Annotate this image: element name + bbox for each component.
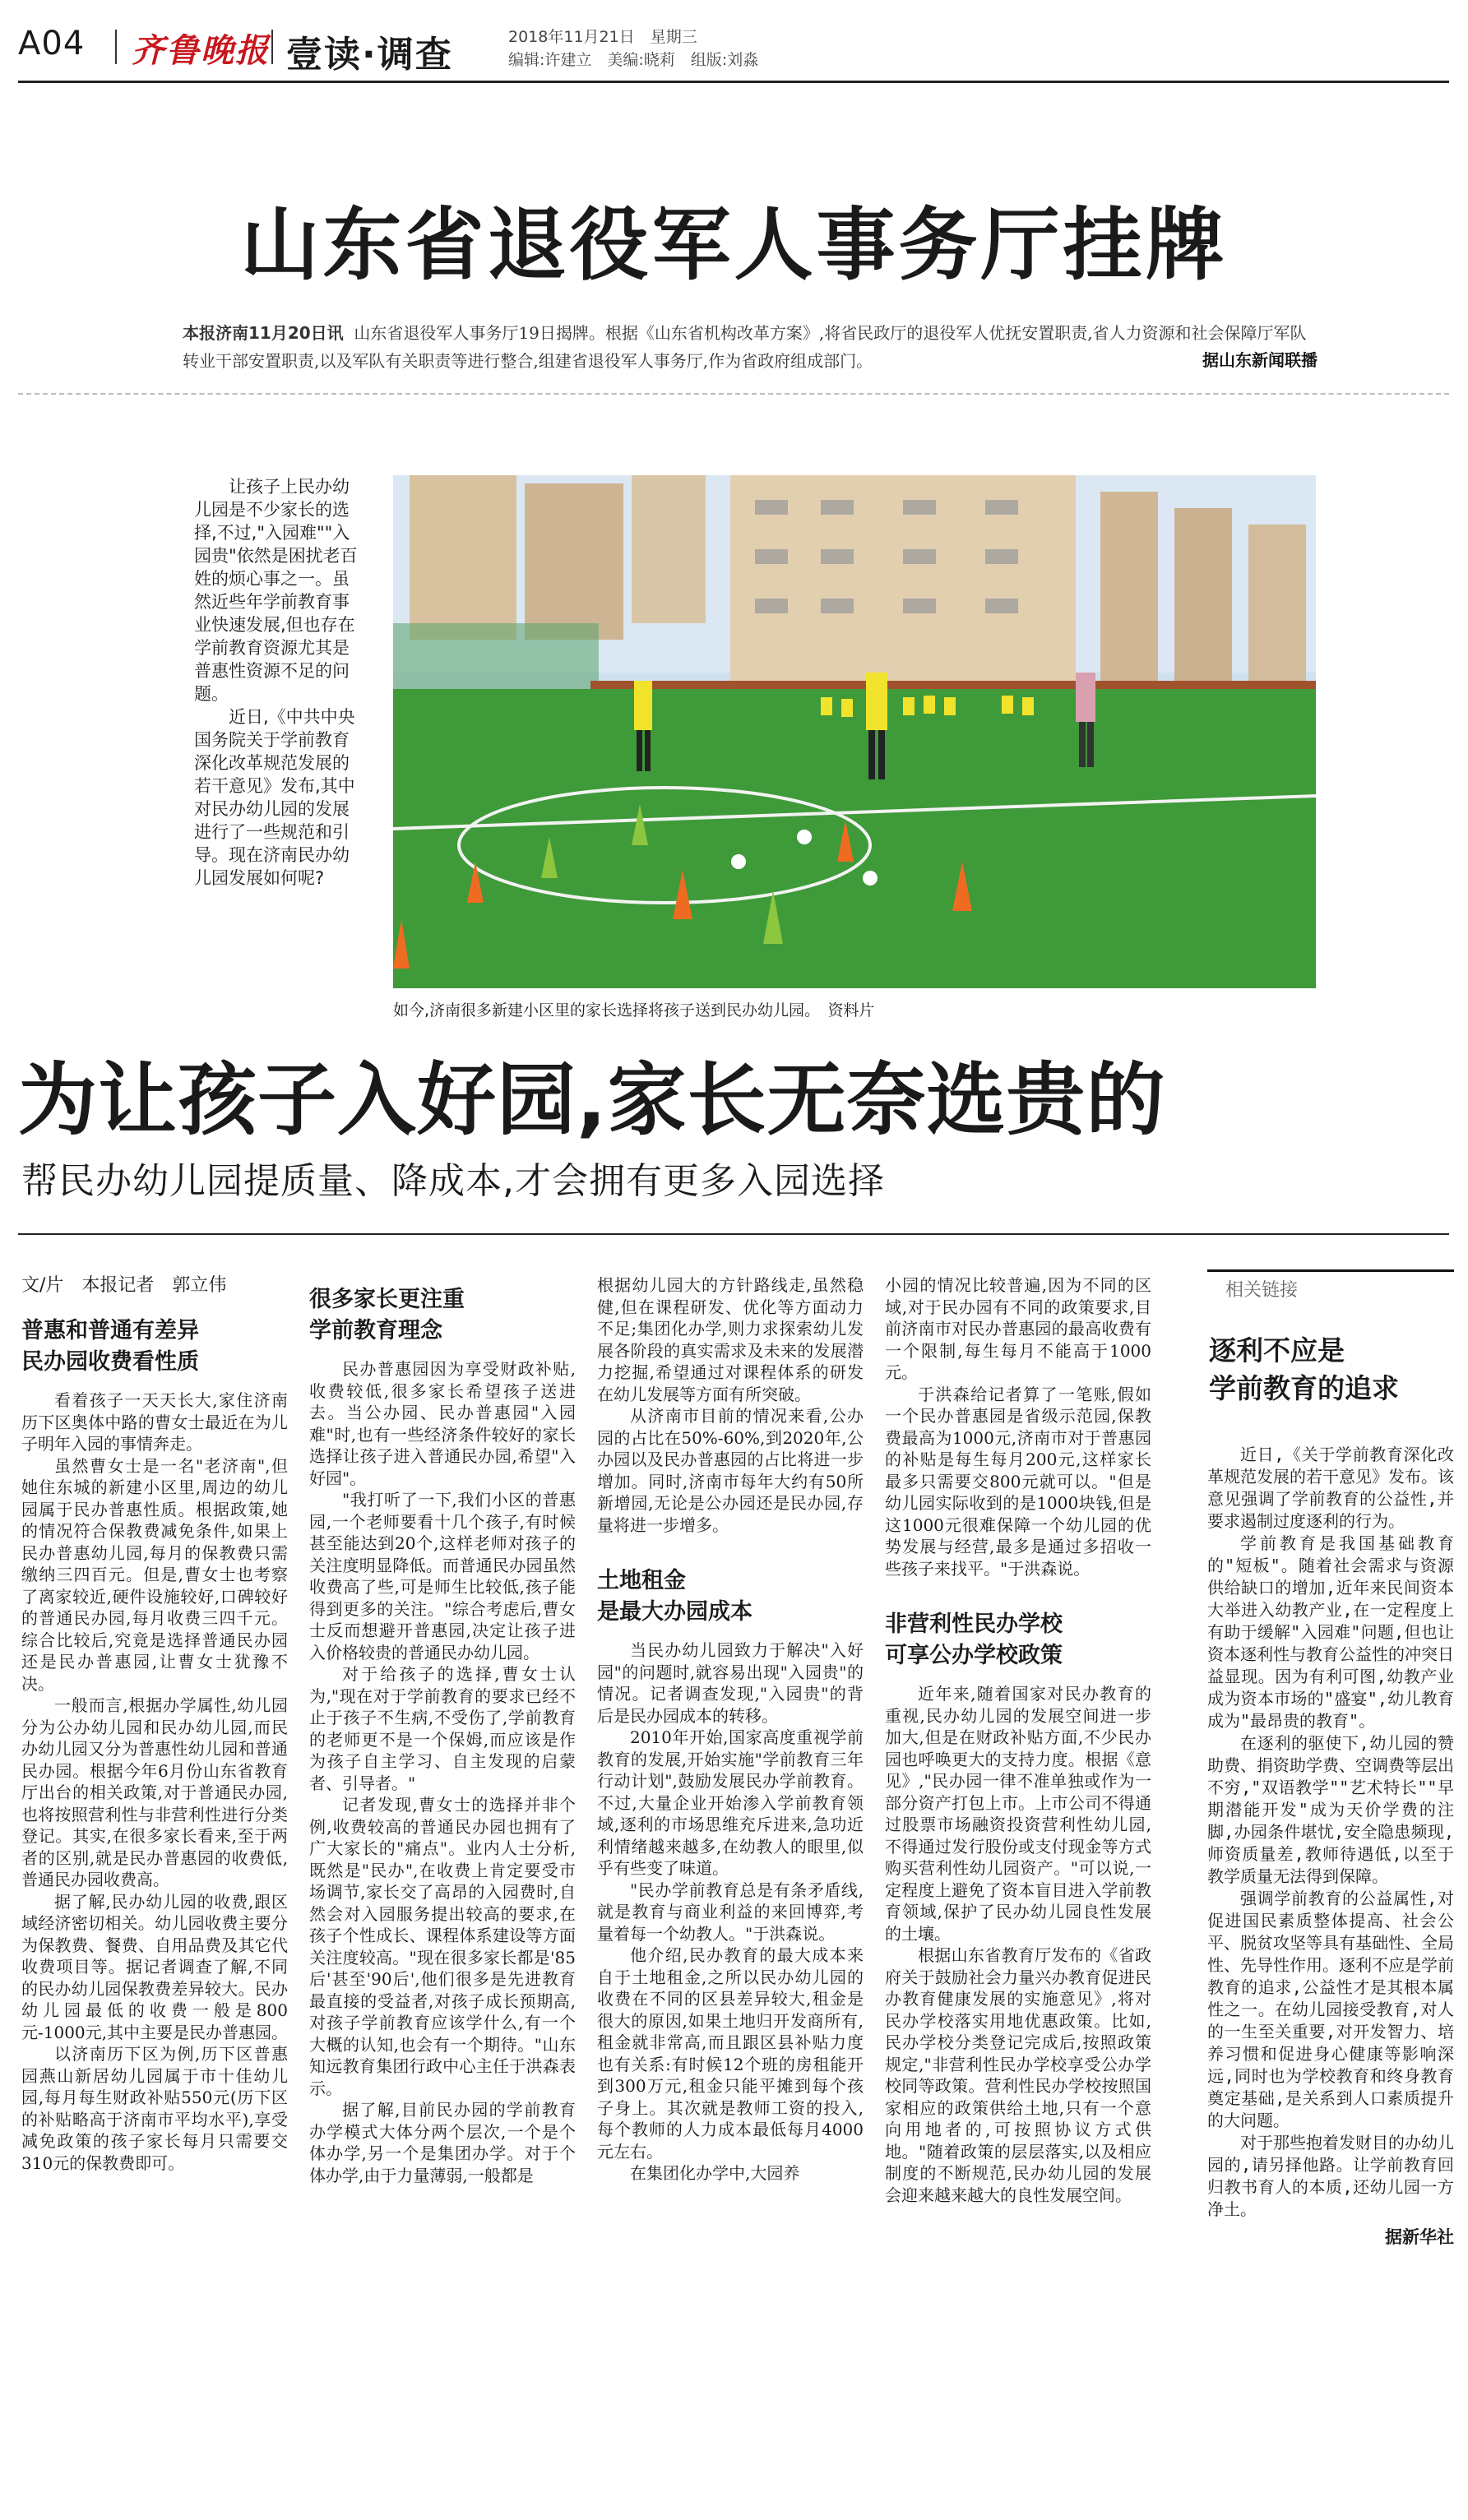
sidebar-body	[1207, 1444, 1454, 2249]
paragraph: 2010年开始,国家高度重视学前教育的发展,开始实施"学前教育三年行动计划",鼓励发展民办学前教育。不过,大量企业开始渗入学前教育领域,逐利的市场思维充斥进来,急功近利情绪越来越多,在幼教人的眼里,似乎有些变了味道。	[597, 1727, 864, 1878]
sidebar-title: 逐利不应是 学前教育的追求	[1209, 1334, 1399, 1404]
paragraph: 当民办幼儿园致力于解决"入好园"的问题时,就容易出现"入园贵"的情况。记者调查发现,"入园贵"的背后是民办园成本的转移。	[597, 1640, 864, 1726]
paragraph: 在集团化办学中,大园养	[630, 2163, 800, 2183]
subheading: 非营利性民办学校 可享公办学校政策	[885, 1611, 1063, 1668]
paragraph: 据了解,目前民办园的学前教育办学模式大体分两个层次,一个是个体办学,另一个是集团办学。对于个体办学,由于力量薄弱,一般都是	[309, 2100, 576, 2185]
column-1	[21, 1315, 288, 2174]
paragraph: 根据幼儿园大的方针路线走,虽然稳健,但在课程研发、优化等方面动力不足;集团化办学,则力求探索幼儿发展各阶段的真实需求及未来的发展潜力挖掘,希望通过对课程体系的研发在幼儿发展等方面有所突破。	[597, 1275, 864, 1404]
page-number: A04	[18, 25, 86, 62]
subheading: 土地租金 是最大办园成本	[597, 1568, 753, 1625]
top-story-lead	[183, 319, 1317, 375]
column-4	[885, 1274, 1151, 2206]
sidebar-source: 据新华社	[1385, 2227, 1454, 2247]
paragraph: 小园的情况比较普遍,因为不同的区域,对于民办园有不同的政策要求,目前济南市对民办普惠园的最高收费有一个限制,每生每月不能高于1000元。	[885, 1275, 1151, 1382]
playground-illustration	[393, 475, 1316, 988]
main-subheadline: 帮民办幼儿园提质量、降成本,才会拥有更多入园选择	[21, 1160, 885, 1202]
column-3	[597, 1274, 864, 2185]
byline: 文/片 本报记者 郭立伟	[21, 1275, 227, 1296]
newspaper-logo: 齐鲁晚报	[132, 31, 270, 70]
paragraph: 虽然曹女士是一名"老济南",但她住东城的新建小区里,周边的幼儿园属于民办普惠性质。根据政策,她的情况符合保教费减免条件,如果上民办普惠幼儿园,每月的保教费只需缴纳三四百元。但是,曹女士也考察了离家较近,硬件设施较好,口碑较好的普通民办园,每月收费三四千元。综合比较后,究竟是选择普通民办园还是民办普惠园,让曹女士犹豫不决。	[21, 1455, 288, 1694]
photo-caption: 如今,济南很多新建小区里的家长选择将孩子送到民办幼儿园。 资料片	[393, 1001, 875, 1020]
headline-rule	[18, 1233, 1449, 1235]
section-title: 壹读·调查	[286, 34, 453, 76]
dateline: 本报济南11月20日讯	[183, 323, 344, 343]
paragraph: 民办普惠园因为享受财政补贴,收费较低,很多家长希望孩子送进去。当公办园、民办普惠园"入园难"时,也有一些经济条件较好的家长选择让孩子进入普通民办园,希望"入好园"。	[309, 1359, 576, 1488]
paragraph: 强调学前教育的公益属性,对促进国民素质整体提高、社会公平、脱贫攻坚等具有基础性、全局性、先导性作用。逐利不应是学前教育的追求,公益性才是其根本属性之一。在幼儿园接受教育,对人的一生至关重要,对开发智力、培养习惯和促进身心健康等影响深远,同时也为学校教育和终身教育奠定基础,是关系到人口素质提升的大问题。	[1207, 1889, 1454, 2130]
story-intro	[194, 475, 359, 890]
main-headline: 为让孩子入好园,家长无奈选贵的	[18, 1054, 1166, 1146]
paragraph: 在逐利的驱使下,幼儿园的赞助费、捐资助学费、空调费等层出不穷,"双语教学""艺术特长""早期潜能开发"成为天价学费的注脚,办园条件堪忧,安全隐患频现,师资质量差,教师待遇低,以至于教学质量无法得到保障。	[1207, 1733, 1454, 1886]
subheading: 很多家长更注重 学前教育理念	[309, 1287, 465, 1343]
kindergarten-photo	[393, 475, 1316, 988]
column-2	[309, 1284, 576, 2186]
paragraph: 他介绍,民办教育的最大成本来自于土地租金,之所以民办幼儿园的收费在不同的区县差异较大,租金是很大的原因,如果土地归开发商所有,租金就非常高,而且跟区县补贴力度也有关系:有时候12个班的房租能开到300万元,租金只能平摊到每个孩子身上。其次就是教师工资的投入,每个教师的人力成本最低每月4000元左右。	[597, 1945, 864, 2162]
sidebar-tag: 相关链接	[1225, 1280, 1299, 1301]
paragraph: 根据山东省教育厅发布的《省政府关于鼓励社会力量兴办教育促进民办教育健康发展的实施意见》,将对民办学校落实用地优惠政策。比如,民办学校分类登记完成后,按照政策规定,"非营利性民办学校享受公办学校同等政策。营利性民办学校按照国家相应的政策供给土地,只有一个意向用地者的,可按照协议方式供地。"随着政策的层层落实,以及相应制度的不断规范,民办幼儿园的发展会迎来越来越大的良性发展空间。	[885, 1945, 1151, 2205]
paragraph: 据了解,民办幼儿园的收费,跟区域经济密切相关。幼儿园收费主要分为保教费、餐费、自用品费及其它代收费项目等。据记者调查了解,不同的民办幼儿园保教费差异较大。民办幼儿园最低的收费一般是800元-1000元,其中主要是民办普惠园。	[21, 1891, 289, 2042]
paragraph: 从济南市目前的情况来看,公办园的占比在50%-60%,到2020年,公办园以及民办普惠园的占比将进一步增加。同时,济南市每年大约有50所新增园,无论是公办园还是民办园,存量将进一步增多。	[597, 1406, 864, 1535]
paragraph: 以济南历下区为例,历下区普惠园燕山新居幼儿园属于市十佳幼儿园,每月每生财政补贴550元(历下区的补贴略高于济南市平均水平),享受减免政策的孩子家长每月只需要交310元的保教费即可。	[21, 2044, 288, 2173]
paragraph: 学前教育是我国基础教育的"短板"。随着社会需求与资源供给缺口的增加,近年来民间资本大举进入幼教产业,在一定程度上有助于缓解"入园难"问题,但也让资本逐利性与教育公益性的冲突日益显现。因为有利可图,幼教产业成为资本市场的"盛宴",幼儿教育成为"最昂贵的教育"。	[1207, 1533, 1454, 1731]
top-story-body: 山东省退役军人事务厅19日揭牌。根据《山东省机构改革方案》,将省民政厅的退役军人优抚安置职责,省人力资源和社会保障厅军队转业干部安置职责,以及军队有关职责等进行整合,组建省退役军人事务厅,作为省政府组成部门。	[183, 323, 1307, 371]
subheading: 普惠和普通有差异 民办园收费看性质	[21, 1318, 199, 1375]
intro-paragraph: 让孩子上民办幼儿园是不少家长的选择,不过,"入园难""入园贵"依然是困扰老百姓的烦心事之一。虽然近些年学前教育事业快速发展,但也存在学前教育资源尤其是普惠性资源不足的问题。	[194, 477, 358, 704]
intro-paragraph: 近日,《中共中央国务院关于学前教育深化改革规范发展的若干意见》发布,其中对民办幼儿园的发展进行了一些规范和引导。现在济南民办幼儿园发展如何呢?	[194, 707, 355, 888]
section-separator	[18, 393, 1449, 395]
paragraph: 对于那些抱着发财目的办幼儿园的,请另择他路。让学前教育回归教书育人的本质,还幼儿园一方净土。	[1207, 2133, 1454, 2219]
issue-date: 2018年11月21日 星期三	[508, 28, 697, 46]
paragraph: 看着孩子一天天长大,家住济南历下区奥体中路的曹女士最近在为儿子明年入园的事情奔走。	[21, 1390, 288, 1454]
top-story-source: 据山东新闻联播	[1202, 350, 1317, 370]
paragraph: 记者发现,曹女士的选择并非个例,收费较高的普通民办园也拥有了广大家长的"痛点"。业内人士分析,既然是"民办",在收费上肯定要受市场调节,家长交了高昂的入园费时,自然会对入园服务提出较高的要求,在孩子个性成长、课程体系建设等方面关注度较高。"现在很多家长都是'85后'甚至'90后',他们很多是先进教育最直接的受益者,对孩子成长预期高,对孩子学前教育应该学什么,有一个大概的认知,也会有一个期待。"山东知远教育集团行政中心主任于洪森表示。	[309, 1795, 576, 2098]
divider	[115, 30, 117, 64]
paragraph: 一般而言,根据办学属性,幼儿园分为公办幼儿园和民办幼儿园,而民办幼儿园又分为普惠性幼儿园和普通民办园。根据今年6月份山东省教育厅出台的相关政策,对于普通民办园,也将按照营利性与非营利性进行分类登记。其实,在很多家长看来,至于两者的区别,就是民办普惠园的收费低,普通民办园收费高。	[21, 1695, 288, 1889]
paragraph: "民办学前教育总是有条矛盾线,就是教育与商业利益的来回博弈,考量着每一个幼教人。"于洪森说。	[597, 1880, 864, 1944]
divider	[271, 30, 273, 64]
masthead-rule	[18, 81, 1449, 83]
paragraph: 对于给孩子的选择,曹女士认为,"现在对于学前教育的要求已经不止于孩子不生病,不受伤了,学前教育的老师更不是一个保姆,而应该是作为孩子自主学习、自主发现的启蒙者、引导者。"	[309, 1664, 576, 1793]
paragraph: 于洪森给记者算了一笔账,假如一个民办普惠园是省级示范园,保教费最高为1000元,济南市对于普惠园的补贴是每生每月200元,这样家长最多只需要交800元就可以。"但是幼儿园实际收到的是1000块钱,但是这1000元很难保障一个幼儿园的优势发展与经营,最多是通过多招收一些孩子来找平。"于洪森说。	[885, 1384, 1151, 1579]
paragraph: 近日,《关于学前教育深化改革规范发展的若干意见》发布。该意见强调了学前教育的公益性,并要求遏制过度逐利的行为。	[1207, 1445, 1454, 1531]
top-story-headline: 山东省退役军人事务厅挂牌	[240, 199, 1228, 291]
paragraph: "我打听了一下,我们小区的普惠园,一个老师要看十几个孩子,有时候甚至能达到20个,这样老师对孩子的关注度明显降低。而普通民办园虽然收费高了些,可是师生比较低,孩子能得到更多的关注。"综合考虑后,曹女士反而想避开普惠园,决定让孩子进入价格较贵的普通民办幼儿园。	[309, 1490, 576, 1662]
paragraph: 近年来,随着国家对民办教育的重视,民办幼儿园的发展空间进一步加大,但是在财政补贴方面,不少民办园也呼唤更大的支持力度。根据《意见》,"民办园一律不准单独或作为一部分资产打包上市。上市公司不得通过股票市场融资投资营利性幼儿园,不得通过发行股份或支付现金等方式购买营利性幼儿园资产。"可以说,一定程度上避免了资本盲目进入学前教育领域,保护了民办幼儿园良性发展的土壤。	[885, 1684, 1151, 1944]
editor-credits: 编辑:许建立 美编:晓莉 组版:刘淼	[508, 51, 759, 69]
